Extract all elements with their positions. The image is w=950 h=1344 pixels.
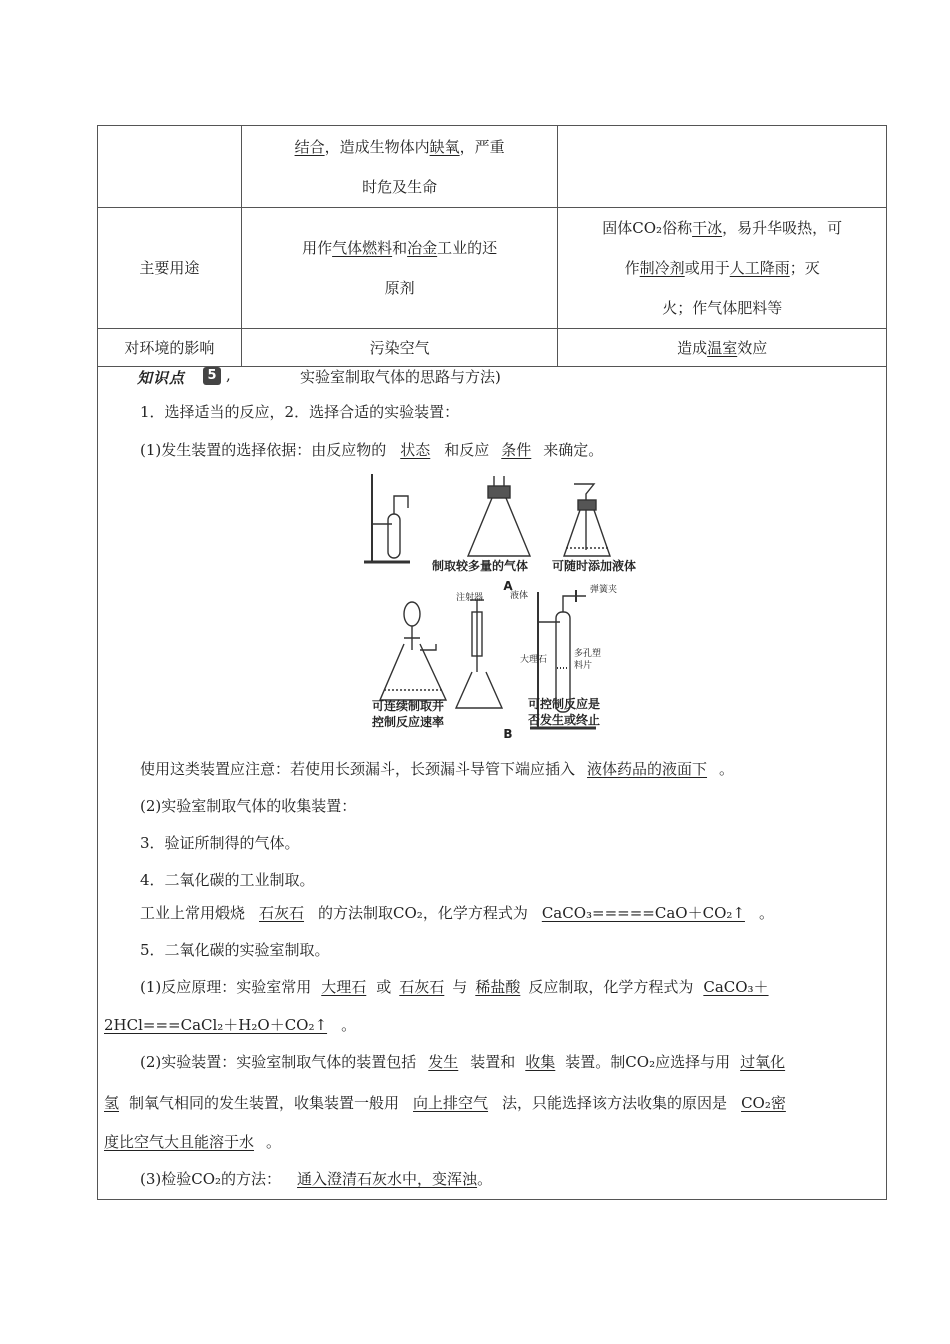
row0-col2: 结合，造成生物体内缺氧，严重 时危及生命: [241, 126, 558, 208]
row0-col3: [558, 126, 887, 208]
tag-liquid: 液体: [510, 591, 529, 601]
line-5: 3．验证所制得的气体。: [140, 834, 300, 852]
tag-plate1: 多孔塑: [574, 649, 602, 659]
figure-label-b2b: 否发生或终止: [527, 713, 601, 727]
line-13: 度比空气大且能溶于水 。: [104, 1133, 282, 1151]
line-1: 1．选择适当的反应，2．选择合适的实验装置：: [140, 403, 460, 421]
co-co2-table: [97, 125, 887, 367]
conical-flask-4: [456, 672, 502, 708]
flask-tubes: [494, 476, 504, 486]
figure-label-A: A: [503, 579, 513, 593]
table-row: [98, 208, 887, 329]
table-row: [98, 126, 887, 208]
line-12: 氢 制氧气相同的发生装置，收集装置一般用 向上排空气 法，只能选择该方法收集的原因是 CO₂密: [104, 1094, 786, 1112]
row1-col3: 固体CO₂俗称干冰，易升华吸热，可 作制冷剂或用于人工降雨；灭 火；作气体肥料等: [558, 208, 887, 329]
test-tube: [388, 514, 400, 558]
figure-label-b1b: 控制反应速率: [371, 715, 445, 729]
separatory-funnel: [404, 602, 420, 626]
delivery-tube: [394, 496, 408, 514]
line-11: (2)实验装置：实验室制取气体的装置包括 发生 装置和 收集 装置。制CO₂应选择与用 过氧化: [140, 1053, 786, 1071]
figure-label-b2a: 可控制反应是: [527, 697, 601, 711]
stopper: [488, 486, 510, 498]
line-3: 使用这类装置应注意：若使用长颈漏斗，长颈漏斗导管下端应插入 液体药品的液面下 。: [140, 760, 735, 778]
line-8: 5．二氧化碳的实验室制取。: [140, 941, 330, 959]
figure-label-a2: 可随时添加液体: [552, 559, 637, 573]
stopper-2: [578, 500, 596, 510]
section-title: 实验室制取气体的思路与方法): [300, 368, 501, 386]
line-9: (1)反应原理：实验室常用 大理石 或 石灰石 与 稀盐酸 反应制取，化学方程式为 CaCO₃＋: [140, 978, 769, 996]
line-10: 2HCl===CaCl₂＋H₂O＋CO₂↑ 。: [104, 1016, 357, 1034]
line-4: (2)实验室制取气体的收集装置：: [140, 797, 357, 815]
conical-flask-2: [564, 510, 610, 556]
row1-label: 主要用途: [98, 208, 242, 329]
row0-label: [98, 126, 242, 208]
line-6: 4．二氧化碳的工业制取。: [140, 871, 315, 889]
line-2: (1)发生装置的选择依据：由反应物的 状态 和反应 条件 来确定。: [140, 441, 604, 459]
tag-syringe: 注射器: [456, 593, 484, 603]
line-14: (3)检验CO₂的方法： 通入澄清石灰水中，变浑浊。: [140, 1170, 493, 1188]
knowledge-point-badge: 知识点 5: [137, 367, 223, 385]
delivery-tube-2: [563, 596, 586, 612]
figure-label-a1: 制取较多量的气体: [432, 559, 529, 573]
row2-col2: 污染空气: [241, 329, 558, 367]
funnel-stem: [404, 626, 420, 650]
table-row: [98, 329, 887, 367]
conical-flask-3: [380, 644, 446, 700]
row2-col3: 造成温室效应: [558, 329, 887, 367]
figure-label-b1a: 可连续制取并: [371, 699, 445, 713]
badge-comma: ,: [226, 366, 231, 384]
line-7: 工业上常用煅烧 石灰石 的方法制取CO₂，化学方程式为 CaCO₃=====CaO＋CO₂↑ 。: [140, 904, 774, 922]
conical-flask: [468, 498, 530, 556]
row2-label: 对环境的影响: [98, 329, 242, 367]
row1-col2: 用作气体燃料和冶金工业的还 原剂: [241, 208, 558, 329]
tag-plate2: 料片: [574, 661, 593, 671]
gas-generation-apparatus-figure: [360, 472, 660, 742]
tag-clip: 弹簧夹: [590, 585, 618, 595]
tag-marble: 大理石: [520, 655, 548, 665]
figure-label-B: B: [503, 727, 513, 741]
